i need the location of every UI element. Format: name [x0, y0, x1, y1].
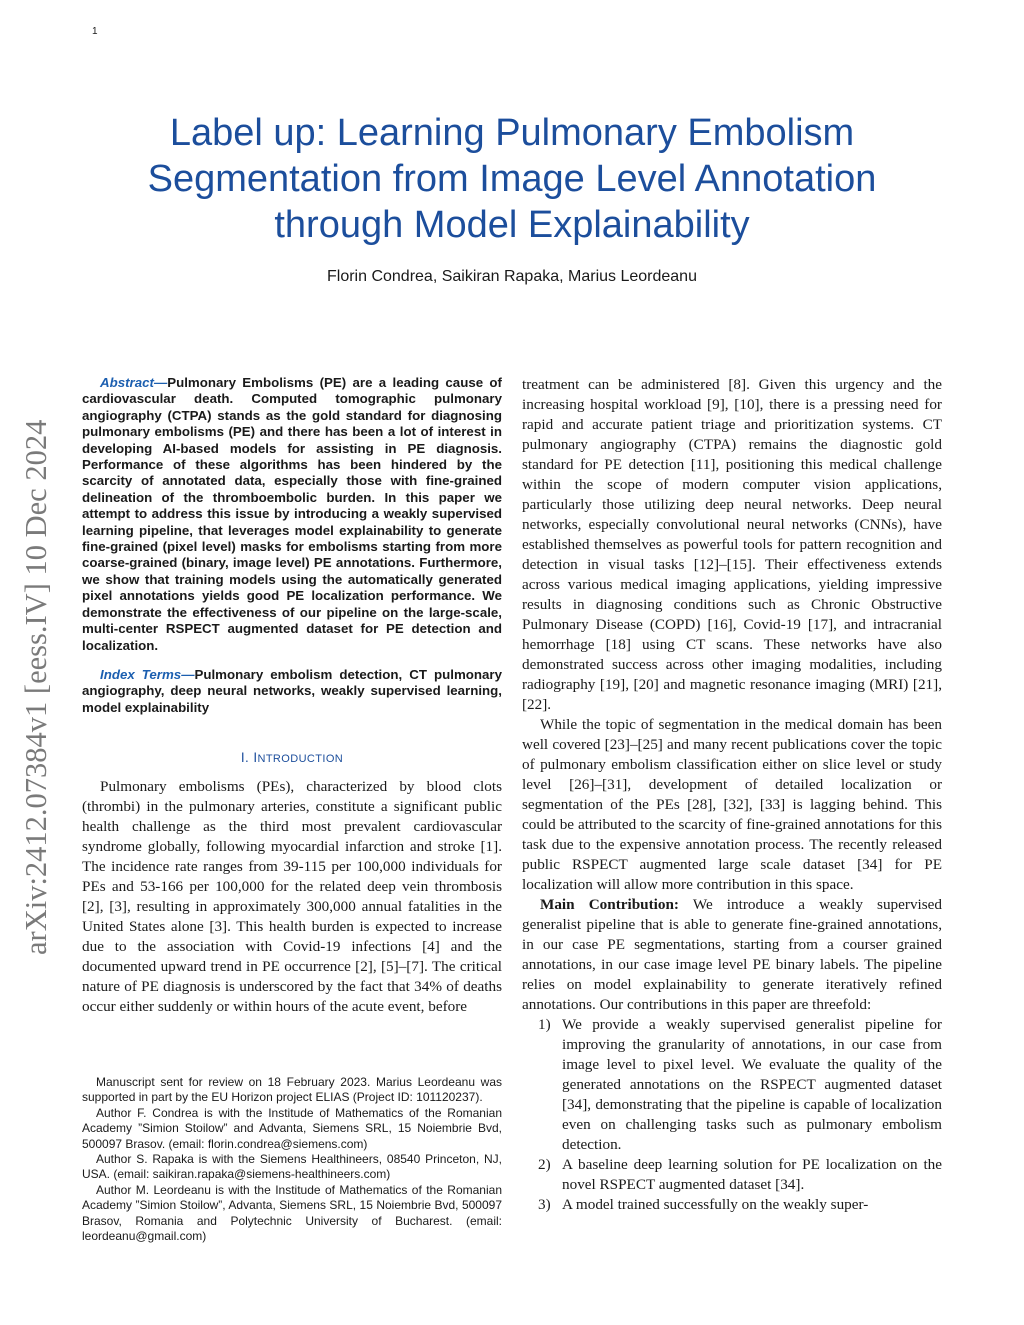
footnote-manuscript: Manuscript sent for review on 18 February 2023. Marius Leordeanu was supported in part by the EU Horizon project ELIAS (Project ID: 101120237). — [82, 1075, 502, 1105]
paper-title — [100, 110, 924, 248]
list-item — [522, 1155, 942, 1195]
body-paragraph: While the topic of segmentation in the medical domain has been well covered [23]–[25] and many recent publications cover the topic of pulmonary embolism classification either on slice level or study level [26]–[31], development of detailed localization or segmentation of the PEs [28], [32], [33] is lagging behind. This could be attributed to the scarcity of fine-grained annotations for this task due to the expensive annotation process. The recently released public RSPECT augmented large scale dataset [34] for PE localization will allow more contribution in this space. — [522, 716, 942, 893]
page-number: 1 — [92, 26, 98, 37]
list-item-number: 2) — [538, 1156, 551, 1173]
abstract-label: Abstract— — [100, 375, 168, 390]
footnote-author-leordeanu: Author M. Leordeanu is with the Institude of Mathematics of the Romanian Academy ”Simion Stoilow”, Advanta, Siemens SRL, 15 Noiembrie Bvd, 500097 Brasov, Romania and Polytechnic University of Bucharest. (email: leordeanu@gmail.com) — [82, 1182, 502, 1244]
footnote-author-condrea: Author F. Condrea is with the Institude of Mathematics of the Romanian Academy ”Simion Stoilow” and Advanta, Siemens SRL, 15 Noiembrie Bvd, 500097 Brasov. (email: florin.condrea@siemens.com) — [82, 1105, 502, 1151]
list-item-text: A baseline deep learning solution for PE localization on the novel RSPECT augmented dataset [34]. — [562, 1156, 942, 1193]
list-item-text: A model trained successfully on the weakly super- — [562, 1196, 869, 1213]
title-line: Label up: Learning Pulmonary Embolism — [169, 112, 855, 154]
arxiv-stamp: arXiv:2412.07384v1 [eess.IV] 10 Dec 2024 — [19, 419, 53, 955]
section-numeral: I. — [240, 750, 250, 766]
contribution-list — [522, 1015, 942, 1215]
abstract — [82, 375, 502, 654]
abstract-text: Pulmonary Embolisms (PE) are a leading cause of cardiovascular death. Computed tomographic pulmonary angiography (CTPA) stands as the gold standard for diagnosing pulmonary embolisms (PE) and there has been a lot of interest in developing AI-based models for assisting in PE diagnosis. Performance of these algorithms has been hindered by the scarcity of annotated data, especially those with fine-grained delineation of the thromboembolic burden. In this paper we attempt to address this issue by introducing a weakly supervised learning pipeline, that leverages model explainability to generate fine-grained (pixel level) masks for embolisms starting from more coarse-grained (binary, image level) PE annotations. Furthermore, we show that training models using the automatically generated pixel annotations yields good PE localization performance. We demonstrate the effectiveness of our pipeline on the large-scale, multi-center RSPECT augmented dataset for PE detection and localization. — [82, 375, 502, 653]
list-item-number: 1) — [538, 1016, 551, 1033]
index-terms-label: Index Terms— — [100, 666, 195, 682]
section-title-rest: NTRODUCTION — [257, 753, 344, 766]
list-item — [522, 1015, 942, 1155]
main-contribution-text: We introduce a weakly supervised generalist pipeline that is able to generate fine-grained annotations, in our case PE segmentations, starting from a courser grained annotations, in our case image level PE binary labels. The pipeline relies on model explainability to generate iteratively refined annotations. Our contributions in this paper are threefold: — [522, 896, 942, 1013]
footnotes — [82, 1075, 502, 1244]
list-item-text: We provide a weakly supervised generalist pipeline for improving the granularity of annotations, in our case from image level to pixel level. We evaluate the quality of the generated annotations on the RSPECT augmented dataset [34], demonstrating that the pipeline is capable of localization even on challenging tasks such as pulmonary embolism detection. — [562, 1016, 942, 1153]
right-column — [522, 375, 942, 1215]
section-first-letter: I — [253, 750, 258, 766]
intro-paragraph: Pulmonary embolisms (PEs), characterized by blood clots (thrombi) in the pulmonary arteries, constitute a significant public health challenge as the third most prevalent cardiovascular syndrome globally, following myocardial infarction and stroke [1]. The incidence rate ranges from 39-115 per 100,000 individuals for PEs and 53-166 per 100,000 for the related deep vein thrombosis [2], [3], resulting in approximately 300,000 annual fatalities in the United States alone [3]. This health burden is expected to increase due to the association with Covid-19 infections [4] and the documented upward trend in PE occurrence [2], [5]–[7]. The critical nature of PE diagnosis is underscored by the fact that 34% of deaths occur either suddenly or within hours of the acute event, before — [82, 778, 502, 1016]
footnote-author-rapaka: Author S. Rapaka is with the Siemens Healthineers, 08540 Princeton, NJ, USA. (email: saikiran.rapaka@siemens-healthineers.com) — [82, 1152, 502, 1182]
main-contribution-paragraph — [522, 895, 942, 1015]
main-contribution-label: Main Contribution: — [540, 896, 679, 913]
section-heading-introduction — [82, 750, 502, 765]
list-item — [522, 1195, 942, 1215]
body-paragraph: treatment can be administered [8]. Given this urgency and the increasing hospital workload [9], [10], there is a pressing need for rapid and accurate patient triage and prioritization systems. CT pulmonary angiography (CTPA) remains the diagnostic gold standard for PE detection [11], positioning this medical challenge within the scope of modern computer vision applications, particularly those utilizing deep neural networks. Deep neural networks, especially convolutional neural networks (CNNs), have established themselves as powerful tools for pattern recognition and detection in visual tasks [12]–[15]. Their effectiveness extends across various medical imaging applications, yielding impressive results in diagnosing conditions such as Chronic Obstructive Pulmonary Disease (COPD) [16], Covid-19 [17], and intracranial hemorrhage [18] using CT scans. These networks have also demonstrated success across other imaging modalities, including radiography [19], [20] and magnetic resonance imaging (MRI) [21], [22]. — [522, 376, 942, 713]
left-column — [82, 375, 502, 1017]
index-terms — [82, 667, 502, 716]
author-list: Florin Condrea, Saikiran Rapaka, Marius Leordeanu — [327, 268, 697, 285]
list-item-number: 3) — [538, 1196, 551, 1213]
title-line: through Model Explainability — [274, 204, 750, 246]
index-terms-text: Pulmonary embolism detection, CT pulmonary angiography, deep neural networks, weakly supervised learning, model explainability — [82, 666, 502, 715]
title-line: Segmentation from Image Level Annotation — [147, 158, 877, 200]
